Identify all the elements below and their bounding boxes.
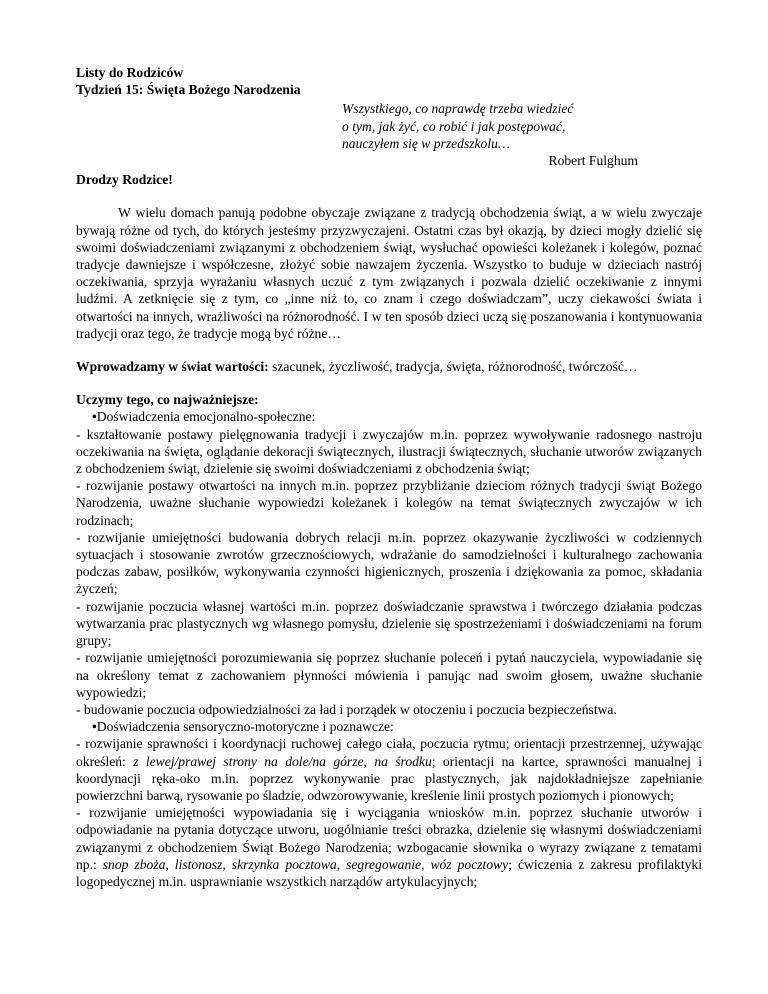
quote-line: Wszystkiego, co naprawdę trzeba wiedzieć [342, 101, 574, 117]
quote-line: nauczyłem się w przedszkolu… [342, 135, 511, 151]
document-title: Listy do Rodziców [76, 65, 184, 80]
list-item: - rozwijanie postawy otwartości na innych m.in. poprzez przybliżanie dzieciom różnych tradycji świąt Bożego Narodzenia, uważne słuchanie wypowiedzi koleżanek i kolegów na temat świątecznych zwyczajów w ich rodzinach; [76, 478, 702, 528]
list-item: - rozwijanie sprawności i koordynacji ruchowej całego ciała, poczucia rytmu; orientacji przestrzennej, używając określeń: z lewej/prawej strony na dole/na górze, na środku; orientacji na kartce, sprawności manualnej i koordynacji ręka-oko m.in. poprzez wykonywanie prac plastycznych, jak najdokładniejsze zapełnianie powierzchni barwą, rysowanie po śladzie, odwzorowywanie, kreślenie linii prostych poziomych i pionowych; [76, 736, 702, 803]
greeting: Drodzy Rodzice! [76, 172, 173, 188]
quote-line: o tym, jak żyć, co robić i jak postępować, [342, 118, 566, 134]
list-item: - budowanie poczucia odpowiedzialności za ład i porządek w otoczeniu i poczucia bezpieczeństwa. [76, 701, 617, 717]
values-paragraph [76, 358, 702, 375]
list-item: - rozwijanie umiejętności porozumiewania się poprzez słuchanie poleceń i pytań nauczyciela, wypowiadanie się na określony temat z zachowaniem płynności mówienia i panując nad swoim głosem, uważne słuchanie wypowiedzi; [76, 650, 702, 700]
list-item: - rozwijanie umiejętności wypowiadania się i wyciągania wniosków m.in. poprzez słuchanie utworów i odpowiadanie na pytania dotyczące utworu, uogólnianie treści obrazka, dzielenie się własnymi doświadczeniami związanymi z obchodzeniem Świąt Bożego Narodzenia; wzbogacanie słownika o wyrazy związane z tematami np.: snop zboża, listonosz, skrzynka pocztowa, segregowanie, wóz pocztowy; ćwiczenia z zakresu profilaktyki logopedycznej m.in. usprawnianie wszystkich narządów artykulacyjnych; [76, 805, 702, 889]
learning-heading: Uczymy tego, co najważniejsze: [76, 392, 259, 408]
intro-paragraph: W wielu domach panują podobne obyczaje związane z tradycją obchodzenia świąt, a w wielu zwyczaje bywają różne od tych, do których jesteśmy przyzwyczajeni. Ostatni czas był okazją, by dzieci mogły dzielić się swoimi doświadczeniami związanymi z obchodzeniem świąt, wysłuchać opowieści koleżanek i kolegów, poznać tradycje dawniejsze i współczesne, złożyć sobie nawzajem życzenia. Wszystko to buduje w dzieciach nastrój oczekiwania, sprzyja wyrażaniu własnych uczuć z tym związanych i pozwala dzielić oczekiwanie z innymi ludźmi. A zetknięcie się z tym, co „inne niż to, co znam i czego doświadczam”, uczy ciekawości świata i otwartości na innych, wrażliwości na różnorodność. I w ten sposób dzieci uczą się poszanowania i kontynuowania tradycji oraz tego, że tradycje mogą być różne… [76, 205, 702, 341]
group-title-sensory-cognitive: • Doświadczenia sensoryczno-motoryczne i poznawcze: [76, 718, 702, 735]
values-label: Wprowadzamy w świat wartości: [76, 359, 269, 375]
quote-author: Robert Fulghum [548, 153, 638, 169]
group-title-emotional-social: • Doświadczenia emocjonalno-społeczne: [76, 408, 702, 425]
document-subtitle: Tydzień 15: Święta Bożego Narodzenia [76, 82, 301, 98]
list-item: - rozwijanie umiejętności budowania dobrych relacji m.in. poprzez okazywanie życzliwości w codziennych sytuacjach i stosowanie zwrotów grzecznościowych, wdrażanie do samodzielności i kulturalnego zachowania podczas zabaw, posiłków, wykonywania czynności higienicznych, proszenia i dziękowania za pomoc, składania życzeń; [76, 529, 702, 597]
list-item: - kształtowanie postawy pielęgnowania tradycji i zwyczajów m.in. poprzez wywoływanie radosnego nastroju oczekiwania na święta, oglądanie dekoracji świątecznych, ilustracji świątecznych, słuchanie utworów związanych z obchodzeniem świąt, dzielenie się swoimi doświadczeniami z obchodzenia świąt; [76, 426, 702, 477]
values-text: szacunek, życzliwość, tradycja, święta, różnorodność, twórczość… [268, 359, 638, 375]
epigraph-quote [342, 100, 702, 169]
list-item: - rozwijanie poczucia własnej wartości m.in. poprzez doświadczanie sprawstwa i twórczego działania podczas wytwarzania prac plastycznych wg własnego pomysłu, dzielenie się spostrzeżeniami i doświadczeniami na forum grupy; [76, 598, 702, 649]
